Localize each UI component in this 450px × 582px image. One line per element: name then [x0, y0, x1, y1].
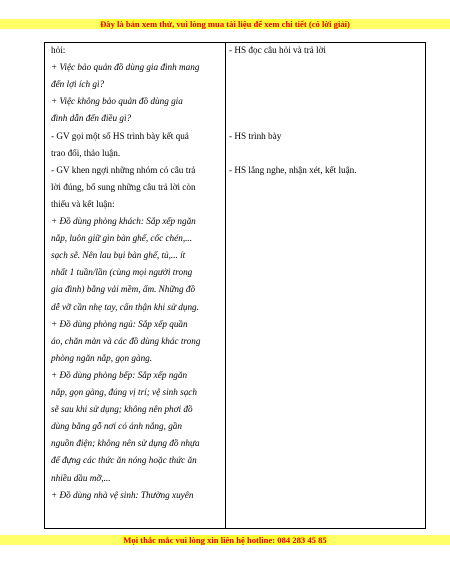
teacher-activity-line: áo, chăn màn và các đồ dùng khác trong: [51, 335, 201, 346]
teacher-activity-line: để đựng các thức ăn nóng hoặc thức ăn: [51, 455, 197, 466]
preview-notice-text: Đây là bản xem thử, vui lòng mua tài liệu để xem chi tiết (có lời giải): [100, 19, 350, 29]
teacher-activity-line: sạch sẽ. Nên lau bụi bàn ghế, tủ,... ít: [51, 250, 186, 261]
teacher-activity-line: đình dẫn đến điều gì?: [51, 113, 132, 124]
teacher-activity-line: nhất 1 tuần/lần (cùng mọi người trong: [51, 267, 193, 278]
teacher-activity-line: nắp, luôn giữ gìn bàn ghế, cốc chén,...: [51, 233, 193, 244]
teacher-activity-line: + Việc bảo quản đồ dùng gia đình mang: [51, 62, 200, 73]
teacher-activity-line: gia đình) bằng vải mềm, ẩm. Những đồ: [51, 284, 196, 295]
teacher-activity-line: + Đồ dùng phòng bếp: Sắp xếp ngăn: [51, 369, 188, 380]
teacher-activity-line: lời đúng, bổ sung những câu trả lời còn: [51, 181, 196, 192]
student-activity-cell: [226, 43, 426, 529]
student-activity-line: - HS trình bày: [229, 130, 282, 141]
teacher-activity-line: phòng ngăn nắp, gọn gàng.: [51, 352, 153, 363]
teacher-activity-line: nắp, gọn gàng, đúng vị trí; vệ sinh sạch: [51, 387, 197, 397]
teacher-activity-line: + Đồ dùng phòng khách: Sắp xếp ngăn: [51, 216, 196, 226]
student-activity-line: - HS đọc câu hỏi và trả lời: [229, 45, 326, 55]
teacher-activity-line: dùng bằng gỗ nơi có ánh nắng, gần: [51, 421, 182, 432]
teacher-activity-line: dễ vỡ cần nhẹ tay, cẩn thận khi sử dụng.: [51, 301, 199, 312]
teacher-activity-line: + Đồ dùng phòng ngủ: Sắp xếp quần: [51, 318, 188, 329]
contact-notice-text: Mọi thắc mắc vui lòng xin liên hệ hotline: 084 283 45 85: [123, 535, 327, 545]
preview-notice-banner: [0, 19, 450, 29]
teacher-activity-line: nguồn điện; không nên sử dụng đồ nhựa: [51, 438, 200, 449]
teacher-activity-line: + Việc không bảo quản đồ dùng gia: [51, 96, 183, 107]
teacher-activity-line: đến lợi ích gì?: [51, 79, 105, 90]
teacher-activity-line: hỏi:: [51, 45, 66, 55]
contact-notice-banner: [0, 535, 450, 545]
teacher-activity-line: sẽ sau khi sử dụng; không nên phơi đồ: [51, 404, 193, 415]
teacher-activity-line: - GV gọi một số HS trình bày kết quả: [51, 130, 189, 141]
teacher-activity-line: thiếu và kết luận:: [51, 198, 115, 209]
teacher-activity-line: nhiều dầu mỡ,...: [51, 472, 111, 483]
teacher-activity-line: trao đổi, thảo luận.: [51, 147, 121, 158]
teacher-activity-line: + Đồ dùng nhà vệ sinh: Thường xuyên: [51, 489, 194, 500]
student-activity-line: - HS lắng nghe, nhận xét, kết luận.: [229, 164, 357, 175]
teacher-activity-line: - GV khen ngợi những nhóm có câu trả: [51, 164, 196, 175]
